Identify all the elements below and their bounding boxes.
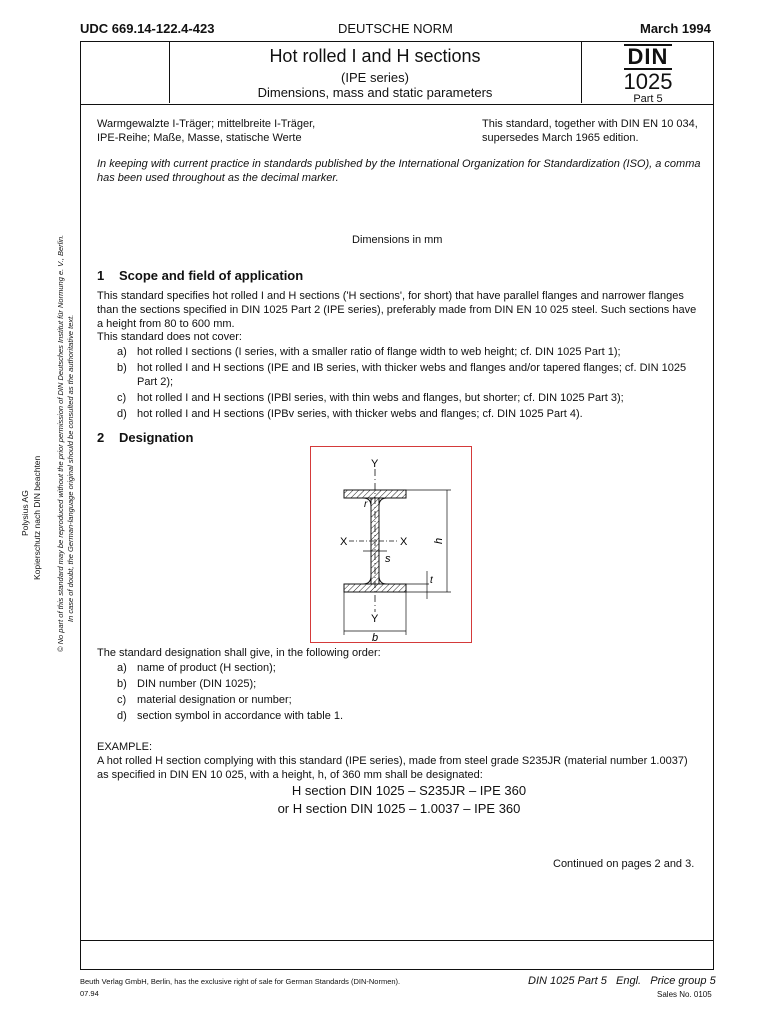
norm-label: DEUTSCHE NORM: [338, 21, 453, 36]
dimensions-note: Dimensions in mm: [352, 234, 443, 246]
title-box-left-cell: [80, 41, 170, 103]
list-item: b) DIN number (DIN 1025);: [117, 678, 257, 690]
polysius-stamp: Polysius AG Kopierschutz nach DIN beachten: [20, 455, 42, 580]
i-section-diagram: [311, 447, 470, 641]
label-x-right: X: [400, 536, 408, 548]
publisher-note: Beuth Verlag GmbH, Berlin, has the exclusive right of sale for German Standards (DIN-Normen).: [80, 977, 401, 986]
designation-example-1: H section DIN 1025 – S235JR – IPE 360: [291, 783, 527, 798]
document-reference: DIN 1025 Part 5 Engl. Price group 5: [528, 975, 716, 987]
label-x-left: X: [340, 536, 348, 548]
label-h: h: [433, 537, 445, 544]
german-title: Warmgewalzte I-Träger; mittelbreite I-Träger, IPE-Reihe; Maße, Masse, statische Werte: [97, 118, 316, 144]
section-1-heading: [97, 268, 303, 283]
din-block: [581, 41, 714, 103]
section-2-title: Designation: [119, 430, 194, 445]
designation-intro: The standard designation shall give, in the following order:: [97, 647, 381, 659]
label-b: b: [372, 632, 379, 641]
document-series: (IPE series): [341, 70, 409, 85]
list-item: c) hot rolled I and H sections (IPBl series, with thin webs and flanges, but shorter; cf. DIN 1025 Part 3);: [117, 392, 624, 404]
iso-note: In keeping with current practice in standards published by the International Organization for Standardization (ISO), a comma has been used throughout as the decimal marker.: [97, 158, 701, 184]
section-figure: [310, 446, 472, 643]
section-1-para-2: This standard does not cover:: [97, 331, 242, 343]
label-s: s: [385, 553, 391, 565]
continued-note: Continued on pages 2 and 3.: [553, 858, 695, 870]
label-r: r: [364, 499, 368, 510]
document-subtitle: Dimensions, mass and static parameters: [257, 85, 493, 100]
label-y-top: Y: [371, 458, 379, 470]
footer-rule: [80, 940, 714, 941]
exclusion-list: [117, 345, 701, 423]
din-logo: DIN: [624, 44, 673, 70]
supersedes-note: This standard, together with DIN EN 10 034, supersedes March 1965 edition.: [482, 118, 698, 144]
list-item: d) section symbol in accordance with table 1.: [117, 710, 344, 722]
designation-example-2: or H section DIN 1025 – 1.0037 – IPE 360: [277, 801, 521, 816]
sales-number: Sales No. 0105: [657, 990, 712, 999]
document-title: Hot rolled I and H sections: [269, 46, 481, 66]
section-1-para-1: This standard specifies hot rolled I and H sections ('H sections', for short) that have parallel flanges and narrower flanges than the sections specified in DIN 1025 Part 2 (IPE series), preferably made from DIN EN 10 025 steel. Such sections have a height from 80 to 600 mm.: [97, 290, 697, 330]
section-2-heading: [97, 430, 193, 445]
example-label: EXAMPLE:: [97, 741, 153, 753]
copyright-notice: © No part of this standard may be reproduced without the prior permission of DIN Deutsches Institut für Normung e. V., Berlin. In case of doubt, the German-language original should be consulted as the authoritative text.: [56, 234, 75, 652]
section-1-number: 1: [97, 268, 105, 283]
label-y-bottom: Y: [371, 613, 379, 625]
example-text: A hot rolled H section complying with this standard (IPE series), made from steel grade S235JR (material number 1.0037) as specified in DIN EN 10 025, with a height, h, of 360 mm shall be designated:: [97, 755, 688, 781]
list-item: b) hot rolled I and H sections (IPE and IB series, with thicker webs and flanges and/or tapered flanges; cf. DIN 1025 Part 2);: [117, 362, 687, 388]
section-1-title: Scope and field of application: [119, 268, 304, 283]
list-item: a) hot rolled I sections (I series, with a smaller ratio of flange width to web height; cf. DIN 1025 Part 1);: [117, 346, 621, 358]
udc-number: UDC 669.14-122.4-423: [80, 21, 215, 36]
footer-code: 07.94: [80, 989, 99, 998]
section-2-number: 2: [97, 430, 105, 445]
list-item: c) material designation or number;: [117, 694, 292, 706]
designation-list: [117, 661, 701, 725]
title-box: [80, 41, 714, 105]
publication-date: March 1994: [640, 21, 711, 36]
din-part: Part 5: [633, 93, 663, 105]
label-t: t: [430, 575, 433, 586]
din-number: 1025: [623, 69, 673, 94]
list-item: d) hot rolled I and H sections (IPBv series, with thicker webs and flanges; cf. DIN 1025 Part 4).: [117, 408, 583, 420]
list-item: a) name of product (H section);: [117, 662, 276, 674]
